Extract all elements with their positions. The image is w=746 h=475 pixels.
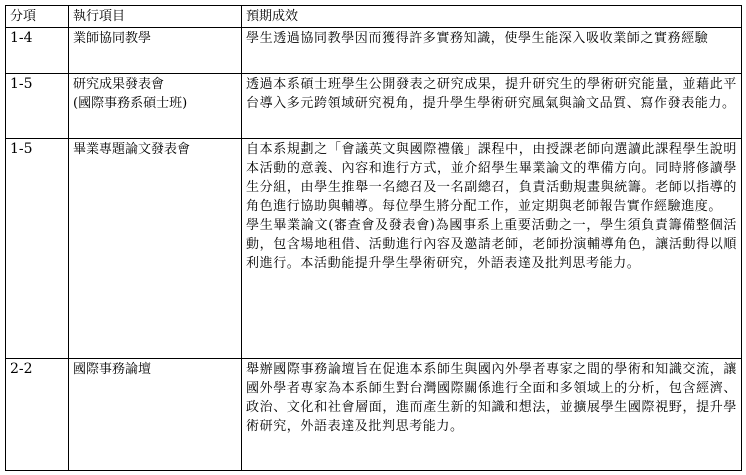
header-result: 預期成效 bbox=[242, 6, 742, 28]
row-result-paragraph: 自本系規劃之「會議英文與國際禮儀」課程中，由授課老師向選讀此課程學生說明本活動的意義、內容和進行方式，並介紹學生畢業論文的準備方向。同時將修讀學生分組，由學生推舉一名總召及一名副總召，負責活動規畫與統籌。老師以指導的角色進行協助與輔導。每位學生將分配工作，並定期與老師報告實作經驗進度。 bbox=[246, 142, 737, 214]
plan-table bbox=[5, 5, 742, 471]
row-result-paragraph: 學生透過協同教學因而獲得許多實務知識，使學生能深入吸收業師之實務經驗 bbox=[246, 31, 709, 46]
table-row bbox=[6, 74, 742, 139]
row-result-paragraph: 透過本系碩士班學生公開發表之研究成果，提升研究生的學術研究能量，並藉此平台導入多元跨領域研究視角，提升學生學術研究風氣與論文品質、寫作發表能力。 bbox=[246, 77, 737, 111]
row-item bbox=[69, 28, 242, 74]
row-item-line: 研究成果發表會 bbox=[73, 77, 165, 92]
row-id: 1-4 bbox=[6, 28, 69, 74]
row-id: 2-2 bbox=[6, 359, 69, 471]
table-row bbox=[6, 139, 742, 359]
row-item-line: (國際事務系碩士班) bbox=[73, 96, 188, 111]
header-item: 執行項目 bbox=[69, 6, 242, 28]
row-result bbox=[242, 28, 742, 74]
row-item-line: 國際事務論壇 bbox=[73, 362, 152, 377]
table-header-row bbox=[6, 6, 742, 28]
row-result-paragraph: 學生畢業論文(審查會及發表會)為國事系上重要活動之一，學生須負責籌備整個活動，包含場地租借、活動進行內容及邀請老師，老師扮演輔導角色，讓活動得以順利進行。本活動能提升學生學術研究，外語表達及批判思考能力。 bbox=[246, 218, 737, 271]
row-result bbox=[242, 74, 742, 139]
row-item bbox=[69, 139, 242, 359]
table-row bbox=[6, 359, 742, 471]
row-result bbox=[242, 139, 742, 359]
header-id: 分項 bbox=[6, 6, 69, 28]
row-id: 1-5 bbox=[6, 74, 69, 139]
row-result-paragraph: 舉辦國際事務論壇旨在促進本系師生與國內外學者專家之間的學術和知識交流，讓國外學者專家為本系師生對台灣國際關係進行全面和多領域上的分析，包含經濟、政治、文化和社會層面，進而產生新的知識和想法，並擴展學生國際視野，提升學術研究，外語表達及批判思考能力。 bbox=[246, 362, 737, 434]
row-item-line: 業師協同教學 bbox=[73, 31, 152, 46]
row-item bbox=[69, 74, 242, 139]
table-row bbox=[6, 28, 742, 74]
row-id: 1-5 bbox=[6, 139, 69, 359]
row-item-line: 畢業專題論文發表會 bbox=[73, 142, 191, 157]
row-item bbox=[69, 359, 242, 471]
row-result bbox=[242, 359, 742, 471]
